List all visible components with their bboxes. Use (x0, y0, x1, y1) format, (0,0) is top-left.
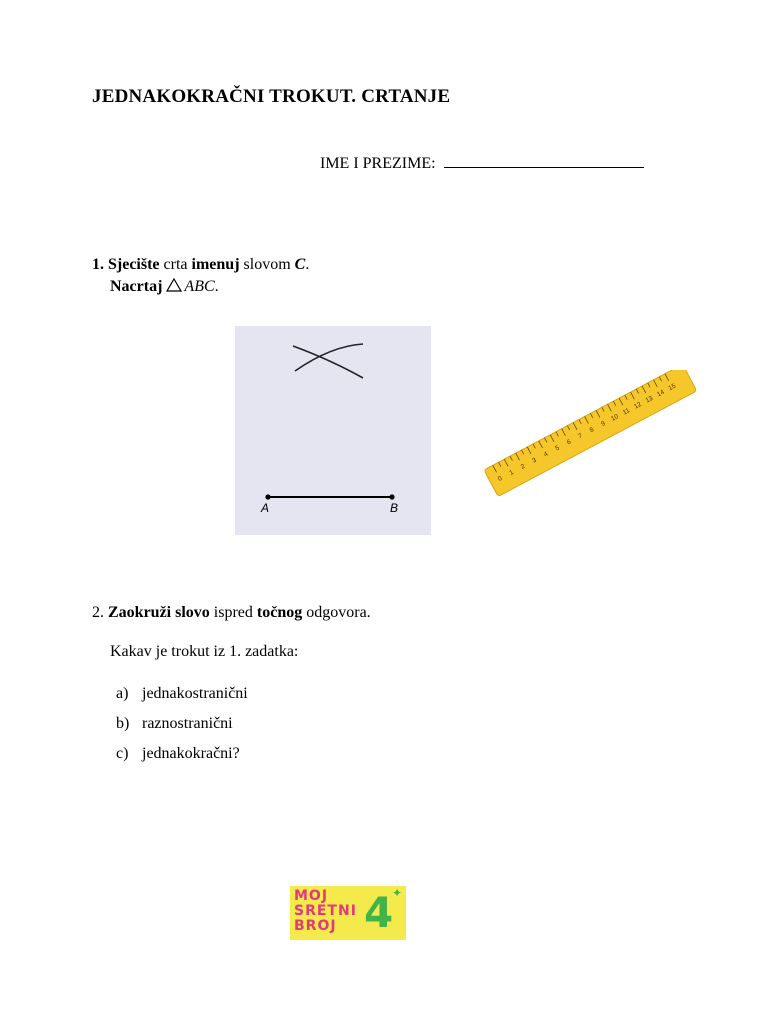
name-field-blank[interactable] (444, 153, 644, 168)
ruler-number: 14 (655, 388, 666, 399)
name-field-label: IME I PREZIME: (320, 155, 436, 172)
publisher-logo (290, 886, 406, 940)
logo-line-1: MOJ (294, 888, 329, 904)
task-1-word-nacrtaj: Nacrtaj (110, 278, 163, 295)
star-icon: ✦ (392, 886, 403, 900)
option-a[interactable] (116, 684, 248, 714)
task-2-word-ispred: ispred (213, 604, 253, 621)
page-title: JEDNAKOKRAČNI TROKUT. CRTANJE (92, 86, 451, 107)
ruler-number: 9 (600, 420, 607, 429)
option-b-text: raznostranični (142, 715, 233, 732)
option-c-label: c) (116, 745, 129, 762)
ruler-number: 11 (621, 407, 631, 417)
ruler-number: 8 (588, 426, 596, 435)
task-2-word-zaokruzi: Zaokruži slovo (108, 604, 210, 621)
task-1-word-imenuj: imenuj (191, 256, 240, 273)
ruler-number: 6 (565, 438, 573, 447)
ruler-number: 4 (542, 450, 550, 459)
logo-line-2: SRETNI (294, 903, 357, 919)
triangle-icon (166, 278, 182, 292)
task-1-word-sjeciste: Sjecište (108, 256, 160, 273)
name-field (320, 153, 644, 173)
ruler-number: 10 (610, 413, 620, 423)
task-2-word-tocnog: točnog (256, 604, 303, 621)
task-1-triangle-name: ABC (184, 278, 215, 295)
arc-right (295, 344, 363, 371)
ruler-number: 2 (519, 462, 527, 471)
task-2-question: Kakav je trokut iz 1. zadatka: (110, 643, 299, 660)
task-1-number: 1. (92, 256, 104, 273)
ruler-number: 15 (667, 382, 678, 393)
task-1-line-2 (92, 276, 309, 298)
task-2 (92, 604, 371, 622)
ruler-number: 13 (644, 394, 655, 405)
logo-line-3: BROJ (294, 918, 337, 934)
logo-text (294, 889, 357, 934)
point-a-label: A (261, 501, 270, 515)
construction-figure (235, 326, 431, 535)
option-a-text: jednakostranični (142, 685, 248, 702)
option-b[interactable] (116, 714, 248, 744)
task-1-line-1 (92, 254, 309, 276)
option-c-text: jednakokračni? (142, 745, 240, 762)
ruler-number: 3 (531, 456, 538, 465)
point-b-label: B (390, 501, 399, 515)
option-a-label: a) (116, 685, 129, 702)
ruler-image (478, 370, 698, 500)
answer-options (116, 684, 248, 774)
ruler-body (484, 370, 697, 496)
ruler-number: 12 (633, 400, 643, 411)
option-c[interactable] (116, 744, 248, 774)
task-1 (92, 254, 309, 298)
task-1-period: . (305, 256, 310, 273)
ruler-number: 1 (508, 468, 515, 477)
option-b-label: b) (116, 715, 130, 732)
task-1-word-slovom: slovom (243, 256, 291, 273)
task-1-word-crta: crta (163, 256, 188, 273)
task-1-end: . (214, 278, 219, 295)
task-2-number: 2. (92, 604, 104, 621)
task-2-word-odgovora: odgovora. (306, 604, 371, 621)
point-a-dot (265, 494, 270, 499)
task-1-letter: C (294, 256, 306, 273)
arc-left (293, 346, 363, 378)
logo-number: 4 (364, 888, 394, 937)
ruler-number: 5 (554, 444, 561, 453)
ruler-number: 7 (577, 432, 584, 441)
point-b-dot (389, 494, 394, 499)
ruler-number: 0 (496, 475, 504, 483)
